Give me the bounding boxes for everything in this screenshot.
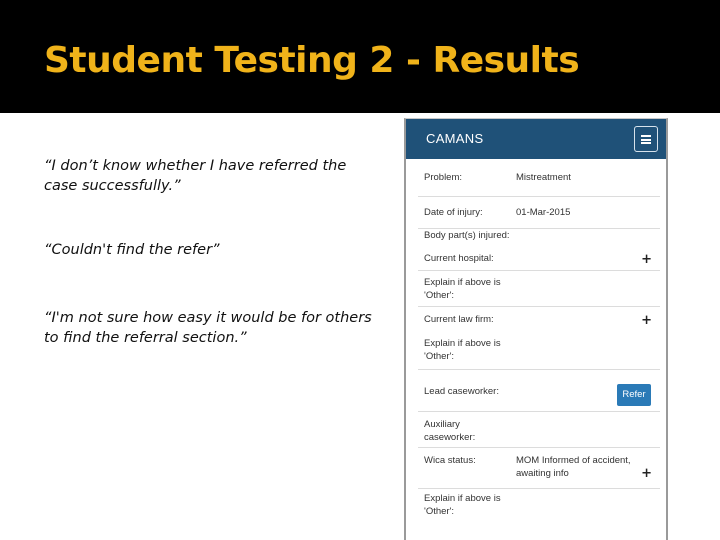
field-label: Explain if above is 'Other': bbox=[424, 338, 501, 362]
field-label: Problem: bbox=[424, 172, 463, 183]
add-hospital-button[interactable]: + bbox=[641, 252, 652, 267]
app-header bbox=[406, 119, 666, 159]
field-label: Explain if above is 'Other': bbox=[424, 277, 501, 301]
app-name: CAMANS bbox=[426, 131, 484, 146]
field-label: Current law firm: bbox=[424, 314, 494, 325]
hamburger-icon bbox=[641, 135, 651, 144]
field-label: Wica status: bbox=[424, 455, 476, 466]
app-screenshot bbox=[404, 118, 668, 540]
field-row-law-firm-other bbox=[418, 332, 660, 370]
slide-title: Student Testing 2 - Results bbox=[44, 40, 580, 81]
field-row-current-law-firm bbox=[418, 307, 660, 332]
field-value: MOM Informed of accident, awaiting info bbox=[516, 455, 631, 479]
field-row-wica-other bbox=[418, 489, 660, 534]
field-row-current-hospital bbox=[418, 247, 660, 271]
field-value: Mistreatment bbox=[516, 172, 571, 183]
add-law-firm-button[interactable]: + bbox=[641, 313, 652, 328]
field-label: Date of injury: bbox=[424, 207, 483, 218]
field-row-body-parts bbox=[418, 229, 660, 247]
menu-button[interactable] bbox=[634, 126, 658, 152]
add-wica-status-button[interactable]: + bbox=[641, 466, 652, 481]
field-row-problem bbox=[418, 160, 660, 197]
field-label: Auxiliary caseworker: bbox=[424, 419, 476, 443]
field-label: Current hospital: bbox=[424, 253, 494, 264]
quote-1: “I don’t know whether I have referred the case successfully.” bbox=[44, 158, 347, 194]
quote-3: “I'm not sure how easy it would be for others to find the referral section.” bbox=[44, 310, 372, 346]
field-row-auxiliary-caseworker bbox=[418, 412, 660, 448]
field-label: Explain if above is 'Other': bbox=[424, 493, 501, 517]
field-row-wica-status bbox=[418, 448, 660, 489]
field-label: Body part(s) injured: bbox=[424, 230, 510, 241]
field-row-hospital-other bbox=[418, 271, 660, 307]
field-row-date-of-injury bbox=[418, 197, 660, 229]
refer-button[interactable]: Refer bbox=[617, 384, 651, 406]
field-row-lead-caseworker bbox=[418, 370, 660, 412]
field-value: 01-Mar-2015 bbox=[516, 207, 571, 218]
quote-2: “Couldn't find the refer” bbox=[44, 242, 220, 258]
field-label: Lead caseworker: bbox=[424, 386, 499, 397]
